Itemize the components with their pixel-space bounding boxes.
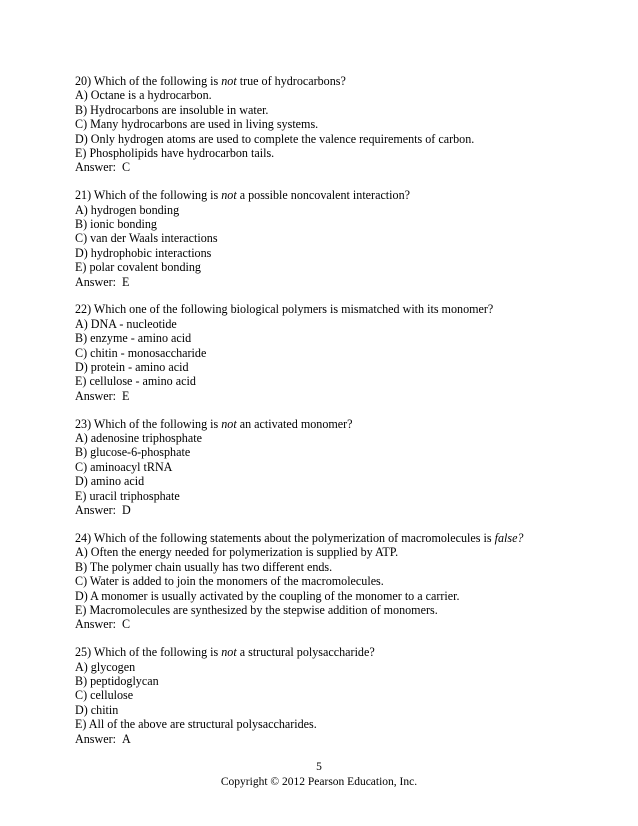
answer-choice: E) polar covalent bonding — [75, 260, 201, 275]
answer-choice: D) hydrophobic interactions — [75, 245, 212, 260]
answer-choice: D) chitin — [75, 702, 119, 717]
question-stem-emphasis: false? — [494, 530, 524, 545]
question-stem-text-end: true of hydrocarbons? — [236, 74, 346, 88]
answer-label: Answer: — [75, 503, 116, 518]
answer-line — [75, 389, 595, 403]
question-stem — [75, 531, 595, 545]
answer-choice: B) Hydrocarbons are insoluble in water. — [75, 102, 269, 117]
answer-label: Answer: — [75, 731, 116, 746]
page-number: 5 — [316, 761, 322, 773]
answer-label: Answer: — [75, 617, 116, 632]
question-block — [75, 531, 595, 632]
question-stem-text-end: a structural polysaccharide? — [236, 645, 375, 660]
answer-choice: C) aminoacyl tRNA — [75, 459, 173, 474]
question-stem-text: 22) Which one of the following biological polymers is mismatched with its monomer? — [75, 302, 494, 317]
question-block — [75, 188, 595, 289]
answer-choice: D) A monomer is usually activated by the coupling of the monomer to a carrier. — [75, 588, 460, 603]
question-stem-text-end: an activated monomer? — [236, 416, 353, 431]
question-block — [75, 417, 595, 518]
question-stem-text: 21) Which of the following is — [75, 188, 222, 203]
answer-choice: A) DNA - nucleotide — [75, 316, 177, 331]
question-stem-text-end: a possible noncovalent interaction? — [236, 188, 410, 203]
answer-choice: C) chitin - monosaccharide — [75, 345, 207, 360]
page-footer — [0, 760, 638, 790]
answer-choice: E) cellulose - amino acid — [75, 374, 196, 389]
question-stem-emphasis: not — [221, 416, 237, 431]
answer-choice: E) Phospholipids have hydrocarbon tails. — [75, 145, 275, 160]
question-block — [75, 302, 595, 403]
answer-value: E — [121, 274, 130, 289]
question-stem-text: 20) Which of the following is — [75, 74, 222, 88]
answer-choice: C) Many hydrocarbons are used in living systems. — [75, 117, 319, 132]
answer-value: E — [121, 388, 130, 403]
answer-label: Answer: — [75, 388, 116, 403]
answer-choice: B) glucose-6-phosphate — [75, 445, 191, 460]
question-stem-emphasis: not — [221, 188, 237, 203]
question-stem-emphasis: not — [221, 645, 237, 660]
question-stem-emphasis: not — [221, 74, 237, 88]
answer-value: C — [121, 617, 131, 632]
answer-choice: E) Macromolecules are synthesized by the stepwise addition of monomers. — [75, 602, 438, 617]
answer-choice: D) protein - amino acid — [75, 360, 189, 375]
question-stem — [75, 302, 595, 316]
answer-choice: B) ionic bonding — [75, 217, 157, 232]
answer-line — [75, 617, 595, 631]
question-stem-text: 24) Which of the following statements about the polymerization of macromolecules is — [75, 530, 495, 545]
answer-choice: B) The polymer chain usually has two different ends. — [75, 559, 333, 574]
answer-choice: D) amino acid — [75, 474, 145, 489]
question-block — [75, 645, 595, 746]
answer-value: D — [121, 503, 131, 518]
answer-line — [75, 160, 595, 174]
answer-choice: A) Octane is a hydrocarbon. — [75, 88, 212, 103]
question-stem — [75, 74, 595, 88]
question-stem-text: 23) Which of the following is — [75, 416, 222, 431]
answer-line — [75, 503, 595, 517]
answer-choice: C) van der Waals interactions — [75, 231, 218, 246]
answer-choice: B) peptidoglycan — [75, 673, 159, 688]
answer-label: Answer: — [75, 160, 116, 175]
answer-line — [75, 732, 595, 746]
answer-choice: A) adenosine triphosphate — [75, 431, 202, 446]
answer-value: A — [121, 731, 131, 746]
question-stem — [75, 188, 595, 202]
answer-choice: B) enzyme - amino acid — [75, 331, 192, 346]
answer-choice: E) All of the above are structural polysaccharides. — [75, 717, 317, 732]
question-stem — [75, 645, 595, 659]
answer-choice: E) uracil triphosphate — [75, 488, 180, 503]
answer-line — [75, 275, 595, 289]
answer-choice: D) Only hydrogen atoms are used to complete the valence requirements of carbon. — [75, 131, 475, 146]
question-block — [75, 74, 595, 175]
copyright-notice: Copyright © 2012 Pearson Education, Inc. — [220, 776, 418, 788]
answer-choice: A) hydrogen bonding — [75, 202, 180, 217]
answer-choice: A) glycogen — [75, 659, 136, 674]
question-list — [75, 74, 595, 759]
answer-label: Answer: — [75, 274, 116, 289]
answer-value: C — [121, 160, 131, 175]
question-stem — [75, 417, 595, 431]
answer-choice: A) Often the energy needed for polymerization is supplied by ATP. — [75, 545, 399, 560]
question-stem-text: 25) Which of the following is — [75, 645, 222, 660]
answer-choice: C) Water is added to join the monomers of the macromolecules. — [75, 574, 384, 589]
answer-choice: C) cellulose — [75, 688, 134, 703]
